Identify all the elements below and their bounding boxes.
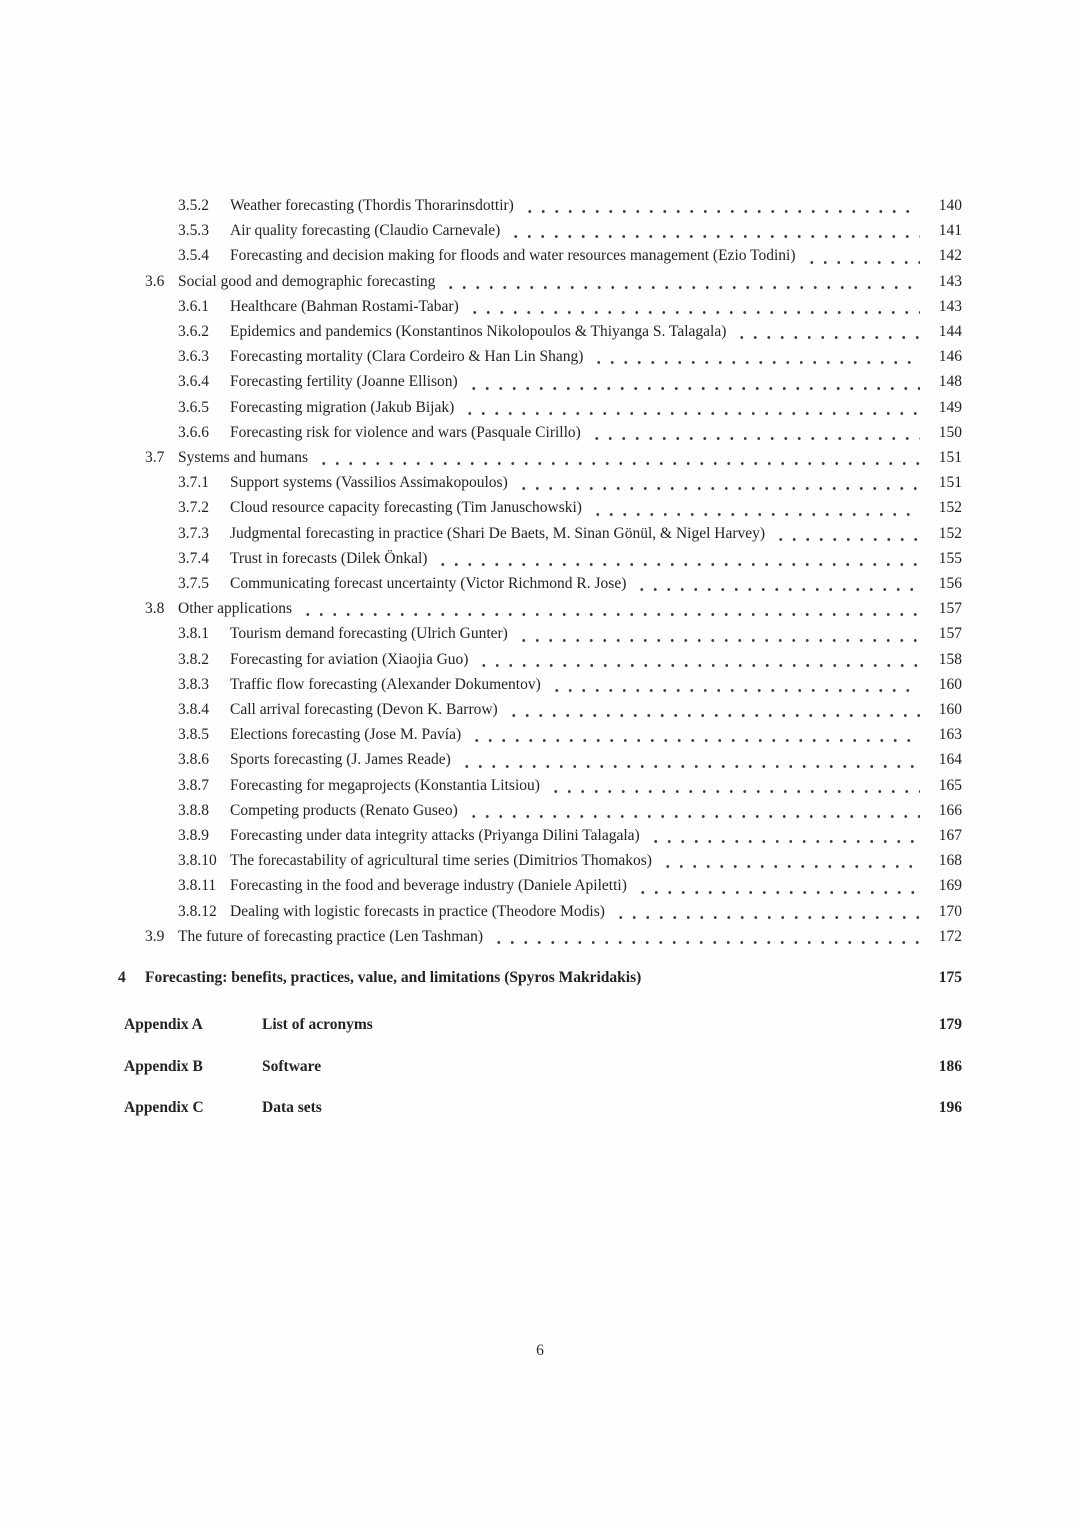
toc-entry-title: Forecasting in the food and beverage industry (Daniele Apiletti) bbox=[230, 877, 627, 895]
toc-entry bbox=[178, 470, 962, 495]
toc-entry-number: 3.6 bbox=[145, 272, 165, 290]
toc-entry-title: Support systems (Vassilios Assimakopoulos) bbox=[230, 474, 508, 492]
toc-entry-page: 151 bbox=[938, 449, 962, 467]
toc-entry bbox=[178, 798, 962, 823]
toc-chapter-title: Forecasting: benefits, practices, value, and limitations (Spyros Makridakis) bbox=[145, 969, 642, 987]
toc-leader-dots bbox=[492, 941, 920, 944]
toc-appendix-list bbox=[118, 1012, 962, 1120]
toc-chapter-page: 175 bbox=[938, 969, 962, 987]
toc-entry-number: 3.8.5 bbox=[178, 726, 209, 744]
toc-entry-number: 3.6.1 bbox=[178, 297, 209, 315]
toc-entry bbox=[178, 495, 962, 520]
toc-entry-title: Forecasting for megaprojects (Konstantia Litsiou) bbox=[230, 776, 540, 794]
toc-entry-title: Judgmental forecasting in practice (Shari De Baets, M. Sinan Gönül, & Nigel Harvey) bbox=[230, 524, 766, 542]
toc-appendix-title: Software bbox=[262, 1057, 322, 1075]
toc-entry-page: 143 bbox=[938, 297, 962, 315]
toc-entry-number: 3.7.1 bbox=[178, 474, 209, 492]
toc-entry-title: Healthcare (Bahman Rostami-Tabar) bbox=[230, 297, 459, 315]
toc-leader-dots bbox=[317, 462, 920, 465]
toc-leader-dots bbox=[774, 538, 920, 541]
toc-entry-number: 3.8.2 bbox=[178, 650, 209, 668]
toc-leader-dots bbox=[549, 790, 920, 793]
toc-leader-dots bbox=[614, 916, 920, 919]
toc-entry-number: 3.8.6 bbox=[178, 751, 209, 769]
toc-entry bbox=[145, 445, 962, 470]
toc-entry-number: 3.6.4 bbox=[178, 373, 209, 391]
toc-entry-page: 169 bbox=[938, 877, 962, 895]
toc-entry-number: 3.9 bbox=[145, 927, 165, 945]
toc-entry bbox=[178, 672, 962, 697]
toc-entry-title: Competing products (Renato Guseo) bbox=[230, 801, 458, 819]
toc-leader-dots bbox=[436, 563, 920, 566]
toc-entry-page: 148 bbox=[938, 373, 962, 391]
toc-entry-page: 163 bbox=[938, 726, 962, 744]
toc-leader-dots bbox=[467, 815, 920, 818]
toc-entry-number: 3.8.3 bbox=[178, 675, 209, 693]
toc-entry bbox=[178, 747, 962, 772]
toc-entry bbox=[178, 873, 962, 898]
toc-entry-number: 3.8.4 bbox=[178, 701, 209, 719]
toc-entry-page: 164 bbox=[938, 751, 962, 769]
toc-leader-dots bbox=[517, 639, 920, 642]
toc-entry-title: Forecasting risk for violence and wars (Pasquale Cirillo) bbox=[230, 423, 581, 441]
toc-leader-dots bbox=[460, 765, 920, 768]
toc-entry-number: 3.7.3 bbox=[178, 524, 209, 542]
toc-entry-page: 167 bbox=[938, 827, 962, 845]
toc-leader-dots bbox=[590, 437, 920, 440]
toc-entry-page: 146 bbox=[938, 348, 962, 366]
toc-appendix-label: Appendix A bbox=[124, 1016, 203, 1034]
toc-entry-number: 3.7.5 bbox=[178, 575, 209, 593]
toc-entry-title: Trust in forecasts (Dilek Önkal) bbox=[230, 549, 428, 567]
toc-entry bbox=[145, 596, 962, 621]
toc-entry bbox=[178, 521, 962, 546]
toc-appendix-label: Appendix C bbox=[124, 1098, 204, 1116]
toc-entry-number: 3.8.12 bbox=[178, 902, 217, 920]
toc-entry bbox=[178, 395, 962, 420]
toc-appendix-page: 186 bbox=[938, 1057, 962, 1075]
toc-appendix-label: Appendix B bbox=[124, 1057, 203, 1075]
toc-appendix-title: List of acronyms bbox=[262, 1016, 373, 1034]
toc-leader-dots bbox=[301, 613, 920, 616]
toc-leader-dots bbox=[507, 714, 920, 717]
toc-entry-number: 3.7.4 bbox=[178, 549, 209, 567]
toc-entry-page: 172 bbox=[938, 927, 962, 945]
toc-entry-page: 140 bbox=[938, 197, 962, 214]
toc-entry bbox=[178, 621, 962, 646]
toc-entry-page: 157 bbox=[938, 625, 962, 643]
toc-entry bbox=[178, 193, 962, 218]
toc-entry-number: 3.6.6 bbox=[178, 423, 209, 441]
toc-entry bbox=[145, 924, 962, 949]
toc-entry-page: 170 bbox=[938, 902, 962, 920]
toc-entry-title: Other applications bbox=[178, 600, 293, 618]
toc-entry-number: 3.5.2 bbox=[178, 197, 209, 214]
toc-entry bbox=[178, 722, 962, 747]
toc-appendix-page: 179 bbox=[938, 1016, 962, 1034]
toc-entry bbox=[178, 823, 962, 848]
toc-entry-number: 3.7 bbox=[145, 449, 165, 467]
toc-entry-page: 168 bbox=[938, 852, 962, 870]
toc-leader-dots bbox=[661, 865, 920, 868]
toc-entry-title: Forecasting under data integrity attacks (Priyanga Dilini Talagala) bbox=[230, 827, 640, 845]
toc-entry-title: Call arrival forecasting (Devon K. Barrow) bbox=[230, 701, 498, 719]
toc-leader-dots bbox=[463, 412, 920, 415]
toc-entry-page: 151 bbox=[938, 474, 962, 492]
toc-entry bbox=[178, 773, 962, 798]
toc-entry-title: Systems and humans bbox=[178, 449, 309, 467]
toc-entry-number: 3.5.4 bbox=[178, 247, 209, 265]
toc-entry-number: 3.7.2 bbox=[178, 499, 209, 517]
toc-entry-title: Sports forecasting (J. James Reade) bbox=[230, 751, 451, 769]
toc-entry bbox=[178, 899, 962, 924]
toc-entry-list bbox=[118, 193, 962, 949]
toc-appendix-entry bbox=[124, 1012, 962, 1037]
toc-leader-dots bbox=[523, 210, 920, 213]
toc-leader-dots bbox=[649, 840, 920, 843]
toc-entry-number: 3.8.10 bbox=[178, 852, 217, 870]
toc-entry-title: Forecasting for aviation (Xiaojia Guo) bbox=[230, 650, 469, 668]
toc-entry-page: 156 bbox=[938, 575, 962, 593]
toc-entry-page: 144 bbox=[938, 323, 962, 341]
toc-entry bbox=[178, 243, 962, 268]
toc-entry-number: 3.6.2 bbox=[178, 323, 209, 341]
toc-entry-number: 3.8 bbox=[145, 600, 165, 618]
toc-entry-page: 141 bbox=[938, 222, 962, 240]
toc-leader-dots bbox=[635, 588, 920, 591]
toc-leader-dots bbox=[805, 261, 920, 264]
toc-entry bbox=[178, 369, 962, 394]
toc-entry-title: Communicating forecast uncertainty (Victor Richmond R. Jose) bbox=[230, 575, 627, 593]
toc-entry-number: 3.6.5 bbox=[178, 398, 209, 416]
toc-entry-page: 142 bbox=[938, 247, 962, 265]
toc-entry-page: 160 bbox=[938, 701, 962, 719]
toc-entry-number: 3.8.9 bbox=[178, 827, 209, 845]
toc-entry-title: Forecasting migration (Jakub Bijak) bbox=[230, 398, 455, 416]
toc-leader-dots bbox=[517, 487, 920, 490]
toc-entry-title: Epidemics and pandemics (Konstantinos Nikolopoulos & Thiyanga S. Talagala) bbox=[230, 323, 727, 341]
toc-entry-page: 166 bbox=[938, 801, 962, 819]
toc-entry-page: 155 bbox=[938, 549, 962, 567]
toc-leader-dots bbox=[468, 311, 920, 314]
toc-entry-title: Traffic flow forecasting (Alexander Dokumentov) bbox=[230, 675, 541, 693]
toc-appendix-entry bbox=[124, 1054, 962, 1079]
toc-entry-page: 152 bbox=[938, 499, 962, 517]
toc-entry bbox=[178, 697, 962, 722]
toc-entry-title: Forecasting fertility (Joanne Ellison) bbox=[230, 373, 458, 391]
toc-entry-page: 158 bbox=[938, 650, 962, 668]
toc-entry bbox=[178, 546, 962, 571]
toc-leader-dots bbox=[735, 336, 920, 339]
toc-entry-number: 3.5.3 bbox=[178, 222, 209, 240]
toc-entry-title: Cloud resource capacity forecasting (Tim Januschowski) bbox=[230, 499, 582, 517]
toc-entry bbox=[178, 571, 962, 596]
toc-entry-number: 3.8.7 bbox=[178, 776, 209, 794]
toc-entry-title: The forecastability of agricultural time series (Dimitrios Thomakos) bbox=[230, 852, 652, 870]
toc-entry-title: Social good and demographic forecasting bbox=[178, 272, 436, 290]
toc-entry-title: Weather forecasting (Thordis Thorarinsdottir) bbox=[230, 197, 514, 214]
toc-leader-dots bbox=[470, 739, 920, 742]
toc-chapter-number: 4 bbox=[118, 969, 126, 987]
toc-entry-page: 143 bbox=[938, 272, 962, 290]
toc-entry-title: The future of forecasting practice (Len Tashman) bbox=[178, 927, 484, 945]
toc-chapter-entry bbox=[118, 965, 962, 990]
toc-entry bbox=[178, 218, 962, 243]
toc-entry bbox=[178, 344, 962, 369]
toc-appendix-page: 196 bbox=[938, 1098, 962, 1116]
toc-entry-number: 3.8.11 bbox=[178, 877, 217, 895]
toc-entry-page: 165 bbox=[938, 776, 962, 794]
toc-entry-page: 160 bbox=[938, 675, 962, 693]
toc-leader-dots bbox=[467, 387, 920, 390]
toc-entry-number: 3.8.1 bbox=[178, 625, 209, 643]
toc-entry-title: Forecasting mortality (Clara Cordeiro & Han Lin Shang) bbox=[230, 348, 584, 366]
toc-entry-number: 3.8.8 bbox=[178, 801, 209, 819]
toc-leader-dots bbox=[636, 891, 920, 894]
toc-entry bbox=[178, 294, 962, 319]
toc-appendix-title: Data sets bbox=[262, 1098, 322, 1116]
toc-leader-dots bbox=[444, 286, 920, 289]
toc-entry-page: 150 bbox=[938, 423, 962, 441]
toc-leader-dots bbox=[592, 361, 920, 364]
toc-entry bbox=[178, 420, 962, 445]
toc-entry-title: Air quality forecasting (Claudio Carnevale) bbox=[230, 222, 501, 240]
toc-leader-dots bbox=[509, 235, 920, 238]
toc-entry bbox=[178, 848, 962, 873]
toc-entry-title: Tourism demand forecasting (Ulrich Gunter) bbox=[230, 625, 508, 643]
toc-entry-number: 3.6.3 bbox=[178, 348, 209, 366]
toc-entry-page: 157 bbox=[938, 600, 962, 618]
toc-entry bbox=[178, 319, 962, 344]
toc-leader-dots bbox=[591, 513, 920, 516]
toc-entry bbox=[178, 647, 962, 672]
toc-entry-title: Elections forecasting (Jose M. Pavía) bbox=[230, 726, 462, 744]
toc-entry-page: 152 bbox=[938, 524, 962, 542]
toc-entry bbox=[145, 269, 962, 294]
toc-leader-dots bbox=[477, 664, 920, 667]
toc-leader-dots bbox=[550, 689, 920, 692]
toc-entry-title: Forecasting and decision making for floods and water resources management (Ezio Todini) bbox=[230, 247, 796, 265]
toc-entry-page: 149 bbox=[938, 398, 962, 416]
page-number: 6 bbox=[536, 1342, 544, 1359]
toc-entry-title: Dealing with logistic forecasts in practice (Theodore Modis) bbox=[230, 902, 605, 920]
toc-appendix-entry bbox=[124, 1095, 962, 1120]
